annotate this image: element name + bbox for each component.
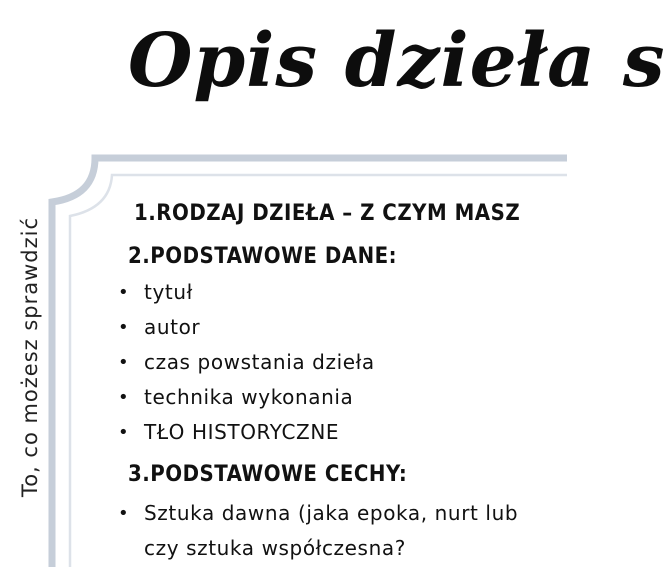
list-item bbox=[118, 496, 518, 531]
list-item bbox=[118, 415, 375, 450]
bullet: • bbox=[118, 503, 130, 524]
page-title: Opis dzieła s bbox=[128, 18, 666, 104]
bullet: • bbox=[118, 317, 130, 338]
features-list bbox=[118, 496, 518, 566]
list-item-text: tytuł bbox=[144, 280, 193, 304]
list-item bbox=[118, 380, 375, 415]
list-item-text: czy sztuka współczesna? bbox=[144, 536, 406, 560]
list-item bbox=[118, 345, 375, 380]
list-item-continuation bbox=[118, 531, 518, 566]
list-item bbox=[118, 275, 375, 310]
side-caption: To, co możesz sprawdzić bbox=[18, 216, 42, 498]
bullet: • bbox=[118, 387, 130, 408]
bullet: • bbox=[118, 282, 130, 303]
list-item-text: czas powstania dzieła bbox=[144, 350, 375, 374]
list-item-text: TŁO HISTORYCZNE bbox=[144, 420, 340, 444]
list-item-text: Sztuka dawna (jaka epoka, nurt lub bbox=[144, 501, 519, 525]
basic-data-list bbox=[118, 275, 375, 450]
section-heading-basic-data: 2.PODSTAWOWE DANE: bbox=[128, 244, 398, 269]
bullet: • bbox=[118, 352, 130, 373]
list-item bbox=[118, 310, 375, 345]
section-heading-type: 1.RODZAJ DZIEŁA – Z CZYM MASZ bbox=[134, 201, 521, 226]
list-item-text: technika wykonania bbox=[144, 385, 354, 409]
list-item-text: autor bbox=[144, 315, 201, 339]
bullet: • bbox=[118, 422, 130, 443]
section-heading-features: 3.PODSTAWOWE CECHY: bbox=[128, 462, 408, 487]
